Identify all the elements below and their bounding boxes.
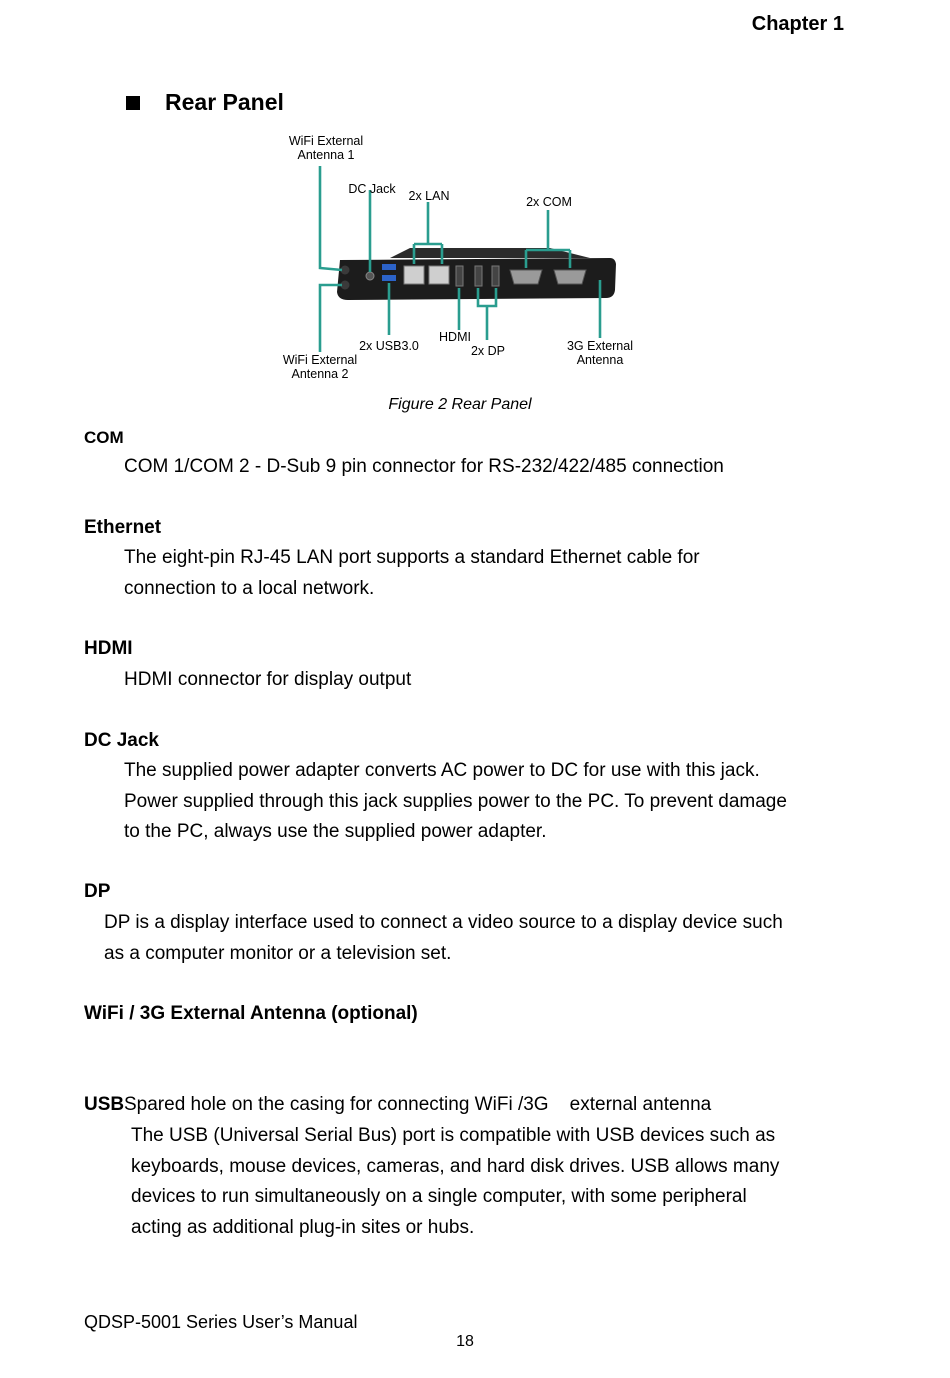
- entry-line: devices to run simultaneously on a single computer, with some peripheral: [131, 1186, 747, 1207]
- entry-line: The supplied power adapter converts AC power to DC for use with this jack.: [124, 760, 760, 781]
- entry-heading-dc-jack: DC Jack: [84, 730, 159, 751]
- page-number: 18: [456, 1333, 474, 1350]
- hdmi-port: [456, 266, 463, 286]
- dp-port-1: [475, 266, 482, 286]
- label-wifi1-line1: WiFi External: [288, 134, 364, 148]
- com-port-2: [554, 270, 586, 284]
- entry-line: DP is a display interface used to connect a video source to a display device such: [104, 912, 783, 933]
- entry-line: to the PC, always use the supplied power adapter.: [124, 821, 547, 842]
- dc-jack-port: [366, 272, 374, 280]
- label-wifi2-line2: Antenna 2: [291, 367, 349, 381]
- entry-line: acting as additional plug-in sites or hubs.: [131, 1216, 475, 1238]
- label-lan: 2x LAN: [408, 189, 450, 203]
- entry-heading-hdmi: HDMI: [84, 638, 133, 659]
- entry-body-ethernet: [124, 543, 700, 604]
- label-3g-line2: Antenna: [576, 353, 624, 367]
- label-3g-line1: 3G External: [566, 339, 634, 353]
- footer-manual-title: QDSP-5001 Series User’s Manual: [84, 1312, 358, 1332]
- label-dc-jack: DC Jack: [348, 182, 396, 196]
- label-dp: 2x DP: [470, 344, 506, 358]
- label-com: 2x COM: [526, 195, 572, 209]
- rear-panel-figure: [270, 130, 650, 385]
- chapter-label: Chapter 1: [751, 13, 844, 35]
- com-port-1: [510, 270, 542, 284]
- label-hdmi: HDMI: [439, 330, 471, 344]
- dp-port-2: [492, 266, 499, 286]
- entry-body-dp: [104, 908, 783, 969]
- entry-line: Power supplied through this jack supplies power to the PC. To prevent damage: [124, 790, 787, 812]
- usb-port-1: [382, 264, 396, 270]
- entry-heading-ethernet: Ethernet: [84, 517, 162, 538]
- lan-port-1: [404, 266, 424, 284]
- entry-line: connection to a local network.: [124, 577, 375, 599]
- entry-heading-dp: DP: [84, 881, 111, 902]
- label-wifi2-line1: WiFi External: [282, 353, 358, 367]
- label-usb: 2x USB3.0: [359, 339, 419, 353]
- entry-line: as a computer monitor or a television set.: [104, 942, 452, 964]
- entry-body-dc-jack: [124, 756, 787, 848]
- entry-line: HDMI connector for display output: [124, 669, 412, 690]
- lan-port-2: [429, 266, 449, 284]
- leader-wifi1: [320, 166, 342, 270]
- entry-line: keyboards, mouse devices, cameras, and hard disk drives. USB allows many: [131, 1155, 780, 1177]
- entry-heading-com: COM: [84, 428, 124, 447]
- section-title: Rear Panel: [165, 89, 284, 115]
- entry-line: The USB (Universal Serial Bus) port is compatible with USB devices such as: [131, 1125, 776, 1146]
- entry-line: COM 1/COM 2 - D-Sub 9 pin connector for RS-232/422/485 connection: [124, 456, 724, 477]
- label-wifi1-line2: Antenna 1: [297, 148, 355, 162]
- entry-body-hdmi: [124, 665, 411, 696]
- usb-port-2: [382, 275, 396, 281]
- rear-panel-diagram: [270, 130, 650, 385]
- entry-body-usb: [131, 1121, 779, 1243]
- entry-heading-usb: USB: [84, 1094, 125, 1115]
- figure-caption: Figure 2 Rear Panel: [388, 396, 532, 413]
- entry-line: The eight-pin RJ-45 LAN port supports a standard Ethernet cable for: [124, 547, 700, 568]
- entry-body-com: [124, 452, 724, 483]
- entry-line: Spared hole on the casing for connecting WiFi /3G external antenna: [124, 1094, 712, 1115]
- square-bullet-icon: [126, 96, 140, 110]
- entry-heading-antenna: WiFi / 3G External Antenna (optional): [84, 1003, 418, 1024]
